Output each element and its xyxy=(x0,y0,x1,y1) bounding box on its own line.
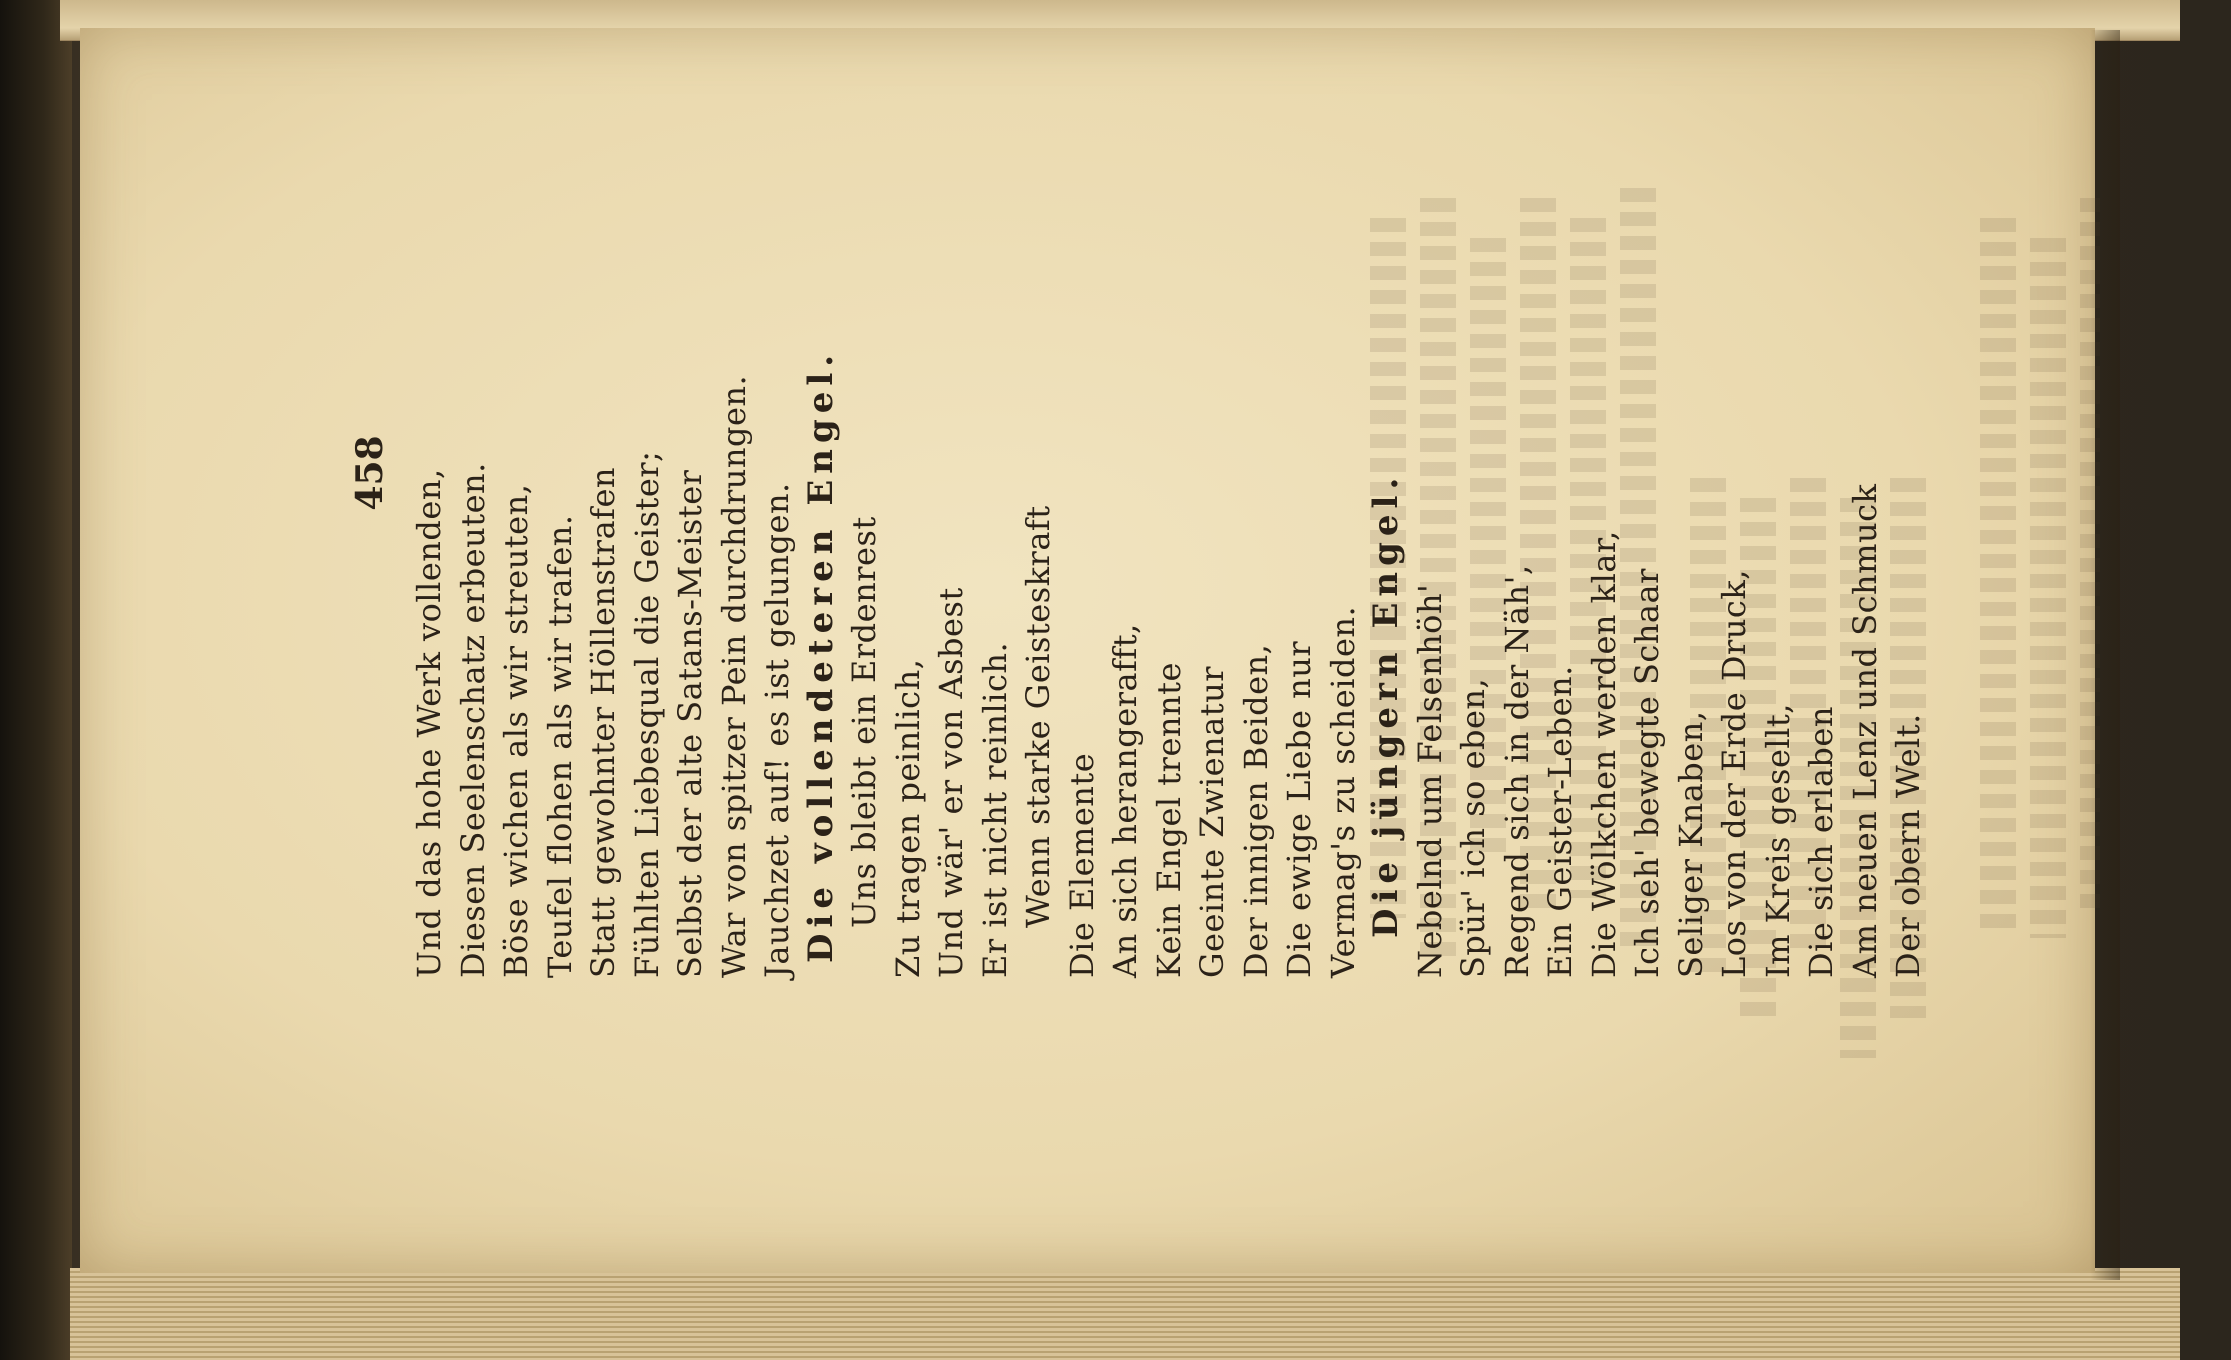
verse-line: Der innigen Beiden, xyxy=(1236,643,1275,978)
spine-shadow xyxy=(2090,30,2120,1280)
verse-line: Wenn starke Geisteskraft xyxy=(1019,505,1057,928)
verse-line: War von spitzer Pein durchdrungen. xyxy=(714,374,753,978)
verse-line: Die sich erlaben xyxy=(1802,706,1840,978)
verse-line: Er ist nicht reinlich. xyxy=(975,641,1014,978)
verse-line: Die ewige Liebe nur xyxy=(1280,640,1318,978)
verse-line: Nebelnd um Felsenhöh' xyxy=(1410,583,1449,978)
verse-line: Diesen Seelenschatz erbeuten. xyxy=(453,462,492,978)
verse-line: Fühlten Liebesqual die Geister; xyxy=(627,450,666,978)
verse-line: Regend sich in der Näh', xyxy=(1497,564,1536,978)
page-number: 458 xyxy=(349,435,391,511)
verse-line: Geeinte Zwienatur xyxy=(1193,666,1231,978)
verse-line: Im Kreis gesellt, xyxy=(1758,703,1797,978)
verse-line: Die Elemente xyxy=(1062,752,1101,978)
verse-line: Seliger Knaben, xyxy=(1671,710,1710,978)
verse-line: Böse wichen als wir streuten, xyxy=(497,483,535,978)
verse-line: Los von der Erde Druck, xyxy=(1715,569,1753,978)
verse-line: Uns bleibt ein Erdenrest xyxy=(845,516,883,928)
verse-line: Und das hohe Werk vollenden, xyxy=(410,468,448,978)
verse-line: Kein Engel trennte xyxy=(1149,662,1188,978)
verse-line: Und wär' er von Asbest xyxy=(932,587,970,978)
verse-line: Teufel flohen als wir trafen. xyxy=(540,514,579,978)
verse-line: Statt gewohnter Höllenstrafen xyxy=(584,466,622,978)
verse-line: Die Wölkchen werden klar, xyxy=(1584,530,1623,978)
verse-line: Ich seh' bewegte Schaar xyxy=(1628,568,1666,978)
book-cover-edge xyxy=(0,0,72,1360)
verse-line: An sich herangerafft, xyxy=(1106,623,1144,978)
verse-line: Jauchzet auf! es ist gelungen. xyxy=(758,482,796,978)
verse-line: Am neuen Lenz und Schmuck xyxy=(1845,483,1884,978)
verse-line: Ein Geister-Leben. xyxy=(1541,665,1579,978)
verse-line: Vermag's zu scheiden. xyxy=(1323,605,1362,978)
verse-line: Selbst der alte Satans-Meister xyxy=(671,469,709,978)
verse-line: Der obern Welt. xyxy=(1889,713,1927,978)
verse-lines xyxy=(408,0,1931,978)
verse-line: Spür' ich so eben, xyxy=(1454,677,1492,978)
rotated-text-block xyxy=(342,0,1927,978)
speaker-heading: Die jüngern Engel. xyxy=(1366,471,1406,938)
verse-line: Zu tragen peinlich, xyxy=(888,658,927,978)
speaker-heading: Die vollendeteren Engel. xyxy=(800,348,841,963)
page-edges-bottom xyxy=(70,1268,2180,1360)
